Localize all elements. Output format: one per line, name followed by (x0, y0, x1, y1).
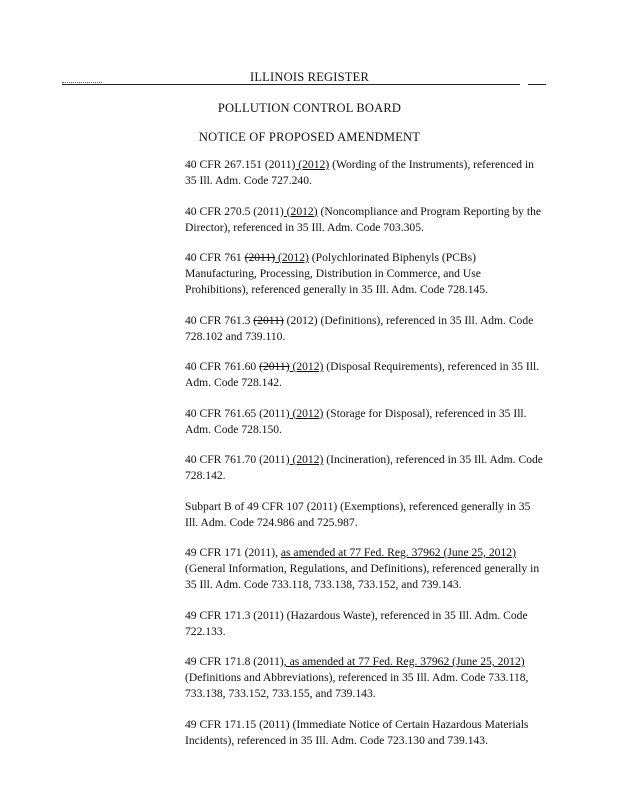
reference-text: (Noncompliance and Program Reporting by the Director), referenced in 35 Ill. Adm. Code 703.305. (185, 204, 542, 234)
agency-title: POLLUTION CONTROL BOARD (217, 101, 402, 115)
reference-text: (Polychlorinated Biphenyls (PCBs) Manufacturing, Processing, Distribution in Commerce, and Use Prohibitions), referenced generally in 35 Ill. Adm. Code 728.145. (185, 251, 488, 296)
reference-text: 49 CFR 171.15 (2011) (Immediate Notice of Certain Hazardous Materials Incidents), referenced in 35 Ill. Adm. Code 723.130 and 739.143. (185, 717, 529, 747)
notice-title: NOTICE OF PROPOSED AMENDMENT (198, 130, 421, 144)
inserted-text: (2012) (289, 406, 324, 420)
inserted-text: (2012) (289, 360, 324, 373)
reference-entry (185, 157, 545, 189)
reference-text: Subpart B of 49 CFR 107 (2011) (Exemptions), referenced generally in 35 Ill. Adm. Code 724.986 and 725.987. (185, 499, 531, 529)
inserted-text: as amended at 77 Fed. Reg. 37962 (June 25, 2012) (280, 546, 516, 559)
reference-text: (Wording of the Instruments), referenced in 35 Ill. Adm. Code 727.240. (185, 158, 534, 187)
register-title: ILLINOIS REGISTER (249, 70, 369, 84)
deleted-text: (2011) (259, 360, 290, 373)
inserted-text: (2012) (295, 158, 330, 171)
reference-entry (185, 717, 545, 749)
reference-text: (General Information, Regulations, and Definitions), referenced generally in 35 Ill. Adm. Code 733.118, 733.138, 733.152, and 739.143. (185, 562, 540, 591)
reference-text: (Storage for Disposal), referenced in 35 Ill. Adm. Code 728.150. (185, 406, 527, 436)
reference-text: 49 CFR 171.8 (2011) (185, 655, 284, 668)
reference-text: (Incineration), referenced in 35 Ill. Adm. Code 728.142. (185, 453, 543, 482)
reference-text: 40 CFR 761.3 (185, 313, 254, 327)
header-rule-short (528, 84, 546, 85)
reference-text: (2012) (Definitions), referenced in 35 Ill. Adm. Code 728.102 and 739.110. (185, 313, 534, 343)
reference-entry (185, 654, 545, 702)
reference-entry (185, 452, 545, 484)
deleted-text: (2011) (253, 313, 284, 327)
reference-entry (185, 313, 545, 345)
reference-entry (185, 250, 545, 298)
deleted-text: (2011) (244, 251, 276, 264)
reference-text: (Definitions and Abbreviations), referenced in 35 Ill. Adm. Code 733.118, 733.138, 733.152, 733.155, and 739.143. (185, 671, 529, 700)
reference-entry (185, 608, 545, 640)
reference-list (185, 157, 545, 763)
reference-text: (Disposal Requirements), referenced in 35 Ill. Adm. Code 728.142. (185, 360, 540, 389)
reference-text: 40 CFR 761.60 (185, 360, 260, 373)
reference-entry (185, 545, 545, 593)
inserted-text: (2012) (289, 453, 324, 466)
reference-text: 40 CFR 761 (185, 251, 245, 264)
inserted-text: (2012) (283, 204, 318, 218)
reference-entry (185, 499, 545, 531)
reference-entry (185, 359, 545, 391)
reference-entry (185, 204, 545, 236)
reference-text: 40 CFR 761.65 (2011) (185, 406, 290, 420)
reference-text: 40 CFR 267.151 (2011) (185, 158, 296, 171)
reference-text: 49 CFR 171.3 (2011) (Hazardous Waste), referenced in 35 Ill. Adm. Code 722.133. (185, 608, 528, 638)
reference-text: 40 CFR 270.5 (2011) (185, 204, 284, 218)
reference-entry (185, 406, 545, 438)
inserted-text: , as amended at 77 Fed. Reg. 37962 (June 25, 2012) (283, 655, 525, 668)
header-rule (62, 84, 520, 85)
header-rule-dotted (62, 82, 102, 83)
reference-text: 49 CFR 171 (2011), (185, 546, 281, 559)
reference-text: 40 CFR 761.70 (2011) (185, 453, 290, 466)
inserted-text: (2012) (275, 251, 309, 264)
